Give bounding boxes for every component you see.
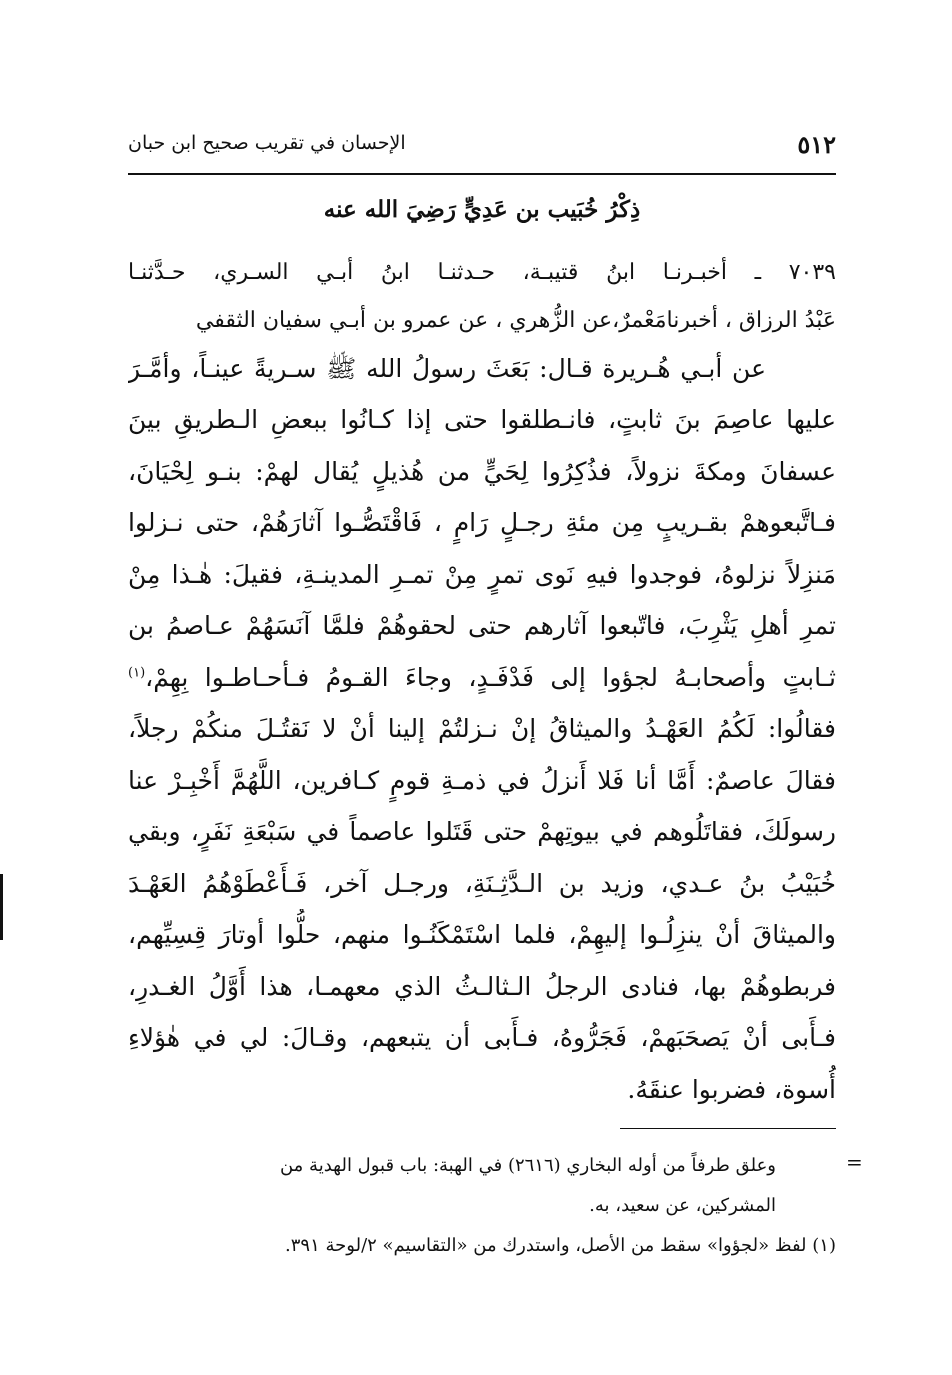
scan-edge-mark bbox=[0, 874, 3, 940]
header-rule bbox=[128, 173, 836, 175]
continuation-mark: = bbox=[846, 1150, 863, 1174]
footnote-line: (١) لفظ «لجؤوا» سقط من الأصل، واستدرك من «التقاسيم» ٢/لوحة ٣٩١. bbox=[285, 1235, 836, 1256]
hadith-line: فـاتَّبعوهمْ بقـريبٍ مِن مئةِ رجـلٍ رَامٍ ، فَاقْتَصُّـوا آثارَهُمْ، حتى نـزلوا bbox=[128, 508, 836, 537]
hadith-line: خُبَيْبُ بنُ عـدي، وزيد بن الـدَّثِـنَةِ، ورجـل آخر، فَـأَعْطَوْهُمُ العَهْـدَ bbox=[128, 868, 836, 898]
hadith-line-with-footnote bbox=[128, 652, 836, 704]
hadith-line: فـأَبى أنْ يَصحَبَهمْ، فَجَرُّوهُ، فـأَبى أن يتبعهم، وقـالَ: لي في هٰؤلاءِ bbox=[128, 1023, 836, 1052]
footnote-rule bbox=[620, 1128, 836, 1129]
hadith-line: عليها عاصِمَ بنَ ثابتٍ، فانـطلقوا حتى إذا كـانُوا ببعضِ الـطريقِ بينَ bbox=[128, 405, 836, 434]
hadith-line: فربطوهُمْ بها، فنادى الرجلُ الـثالـثُ الذي معهمـا، هذا أَوَّلُ الغـدرِ، bbox=[128, 971, 836, 1001]
hadith-text bbox=[128, 247, 836, 1115]
section-title: ذِكْرُ خُبَيب بن عَدِيٍّ رَضِيَ الله عنه bbox=[323, 196, 641, 223]
footnotes bbox=[128, 1146, 836, 1266]
hadith-line: والميثاقَ أنْ ينزِلُـوا إليهِمْ، فلما اسْتَمْكَنُـوا منهم، حلُّوا أوتارَ قِسِيِّهم، bbox=[128, 920, 836, 949]
hadith-line: عسفانَ ومكةَ نزولاً، فذُكِرُوا لِحَيٍّ من هُذيلٍ يُقال لهمْ: بنـو لِحْيَانَ، bbox=[128, 456, 836, 486]
hadith-line: مَنزِلاً نزلوهُ، فوجدوا فيهِ نَوى تمرٍ مِنْ تمـرِ المدينـةِ، فقيلَ: هٰـذا مِنْ bbox=[128, 559, 836, 589]
book-title: الإحسان في تقريب صحيح ابن حبان bbox=[128, 132, 406, 154]
footnote-line: المشركين، عن سعيد، به. bbox=[589, 1195, 776, 1216]
hadith-line: فقالَ عاصمٌ: أَمَّا أنا فَلا أَنزلُ في ذمـةِ قومٍ كـافرين، اللَّهُمَّ أَخْبِـرْ عنا bbox=[128, 765, 836, 795]
hadith-line: عن أبـي هُـريرة قـال: بَعَثَ رسولُ الله ﷺ سـريةً عينـاً، وأمَّـرَ bbox=[128, 353, 766, 383]
hadith-line: ٧٠٣٩ ـ أخبـرنـا ابنُ قتيبـة، حـدثنـا ابنُ أبـي السـري، حـدَّثنـا bbox=[128, 260, 836, 285]
hadith-line: رسولَكَ، فقاتَلُوهم في بيوتِهمْ حتى قَتَلوا عاصماً في سَبْعَةِ نَفَرٍ، وبقي bbox=[128, 817, 836, 846]
hadith-line: تمرِ أهلِ يَثْرِبَ، فاتّبعوا آثارهم حتى لحقوهُمْ فلمَّا آنَسَهُمْ عـاصمُ بن bbox=[128, 611, 836, 640]
hadith-line: عَبْدُ الرزاق ، أخبرنامَعْمرٌ،عن الزُّهري ، عن عمرو بن أبـي سفيان الثقفي bbox=[195, 307, 836, 333]
page-number: ٥١٢ bbox=[797, 130, 836, 159]
running-header bbox=[128, 124, 836, 174]
hadith-line: أُسوة، فضربوا عنقَهُ. bbox=[627, 1074, 836, 1104]
hadith-line-text: ثـابتٍ وأصحابـهُ لجؤوا إلى فَدْفَـدٍ، وجاءَ القـومُ فـأحـاطـوا بِهِمْ، bbox=[145, 662, 836, 692]
hadith-line: فقالُوا: لَكُمُ العَهْـدُ والميثاقُ إنْ نـزلتُمْ إلينا أنْ لا نَقتُـلَ منكُمْ رجلاً، bbox=[128, 714, 836, 743]
footnote-reference: (١) bbox=[128, 665, 146, 681]
footnote-line: وعلق طرفاً من أوله البخاري (٢٦١٦) في الهبة: باب قبول الهدية من bbox=[279, 1155, 776, 1176]
